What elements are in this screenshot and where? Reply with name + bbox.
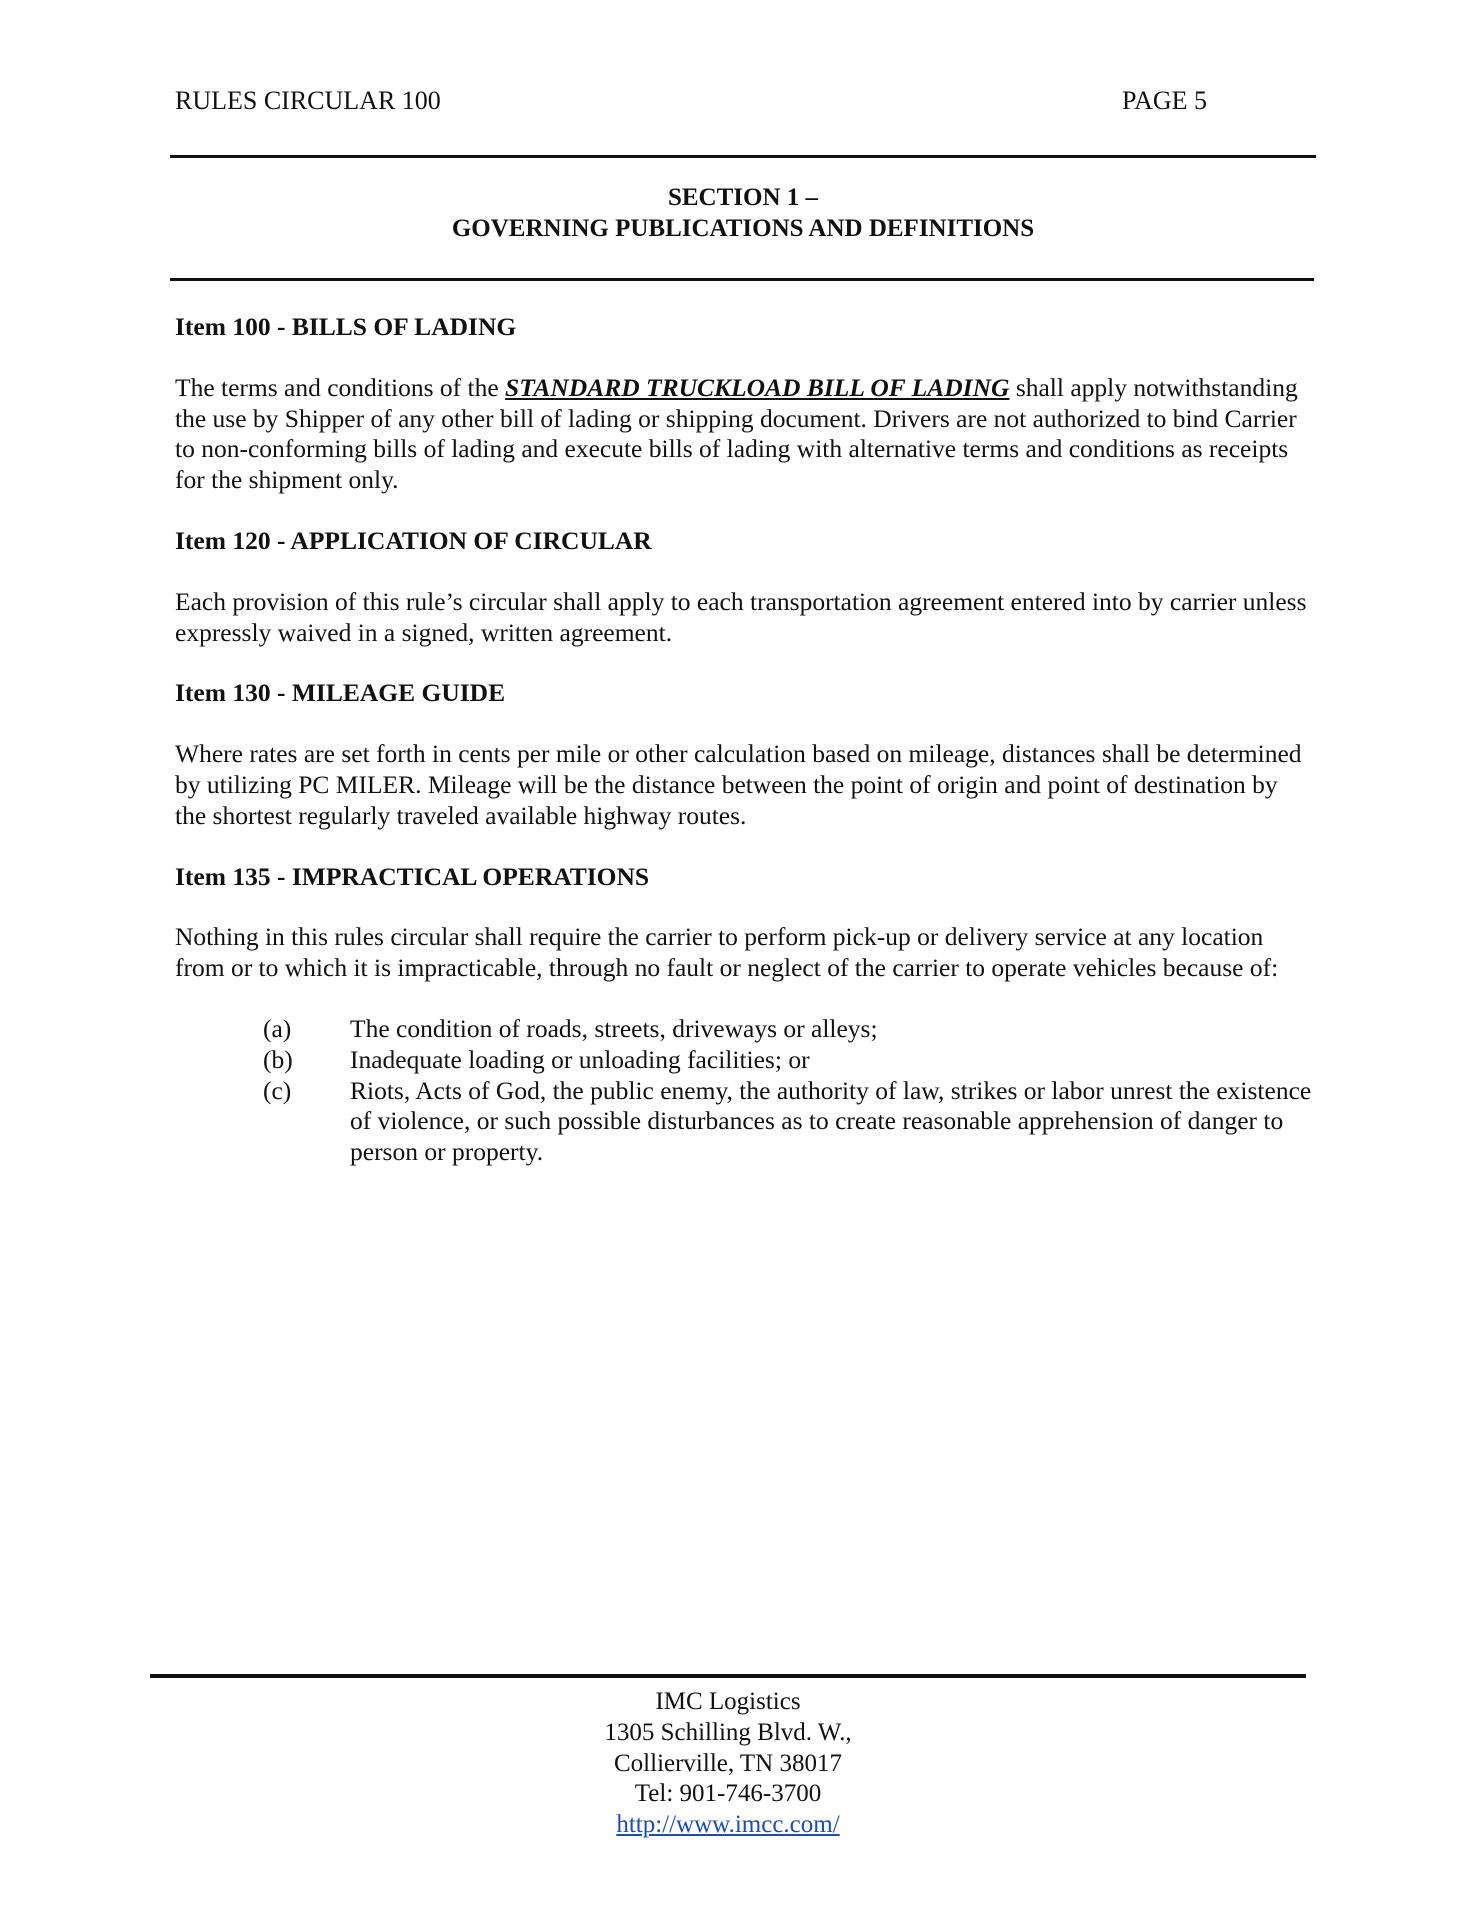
list-item-label: (b) — [263, 1044, 293, 1074]
item-135-heading: Item 135 - IMPRACTICAL OPERATIONS — [175, 861, 650, 891]
list-item-text: Riots, Acts of God, the public enemy, the authority of law, strikes or labor unrest the existence of violence, or such possible disturbances as to create reasonable apprehension of danger to person or property. — [350, 1075, 1312, 1167]
section-title-line1: SECTION 1 – — [667, 184, 819, 211]
list-item — [175, 1014, 1315, 1045]
item-120-heading: Item 120 - APPLICATION OF CIRCULAR — [175, 525, 652, 555]
list-item-label: (c) — [263, 1075, 292, 1105]
footer-phone: Tel: 901-746-3700 — [634, 1780, 822, 1808]
header-divider — [170, 155, 1316, 158]
footer-website-link[interactable]: http://www.imcc.com/ — [616, 1811, 840, 1839]
impractical-operations-list — [175, 1014, 1315, 1168]
footer — [150, 1687, 1306, 1841]
bill-of-lading-reference: STANDARD TRUCKLOAD BILL OF LADING — [505, 372, 1010, 402]
section-title-line2: GOVERNING PUBLICATIONS AND DEFINITIONS — [451, 215, 1035, 242]
document-body — [175, 312, 1315, 1168]
list-item-text: The condition of roads, streets, driveways or alleys; — [350, 1013, 878, 1043]
item-130-body: Where rates are set forth in cents per mile or other calculation based on mileage, distances shall be determined by utilizing PC MILER. Mileage will be the distance between the point of origin and point of destination by the shortest regularly traveled available highway routes. — [175, 739, 1302, 830]
item-100-heading: Item 100 - BILLS OF LADING — [175, 312, 517, 341]
section-divider — [170, 278, 1314, 281]
item-100-body-post: shall apply notwithstanding the use by Shipper of any other bill of lading or shipping document. Drivers are not authorized to bind Carrier to non-conforming bills of lading and execute bills of lading with alternative terms and conditions as receipts for the shipment only. — [175, 372, 1298, 495]
list-item — [175, 1045, 1315, 1076]
list-item-text: Inadequate loading or unloading facilities; or — [350, 1044, 810, 1074]
item-130-heading: Item 130 - MILEAGE GUIDE — [175, 678, 506, 708]
footer-address-line1: 1305 Schilling Blvd. W., — [604, 1718, 852, 1746]
item-100-body-pre: The terms and conditions of the — [175, 372, 506, 402]
list-item — [175, 1076, 1315, 1168]
list-item-label: (a) — [263, 1013, 292, 1043]
header-page-number: PAGE 5 — [1122, 86, 1208, 115]
item-120-body: Each provision of this rule’s circular shall apply to each transportation agreement entered into by carrier unless expressly waived in a signed, written agreement. — [175, 586, 1307, 647]
footer-company: IMC Logistics — [655, 1688, 801, 1715]
item-135-body: Nothing in this rules circular shall require the carrier to perform pick-up or delivery service at any location from or to which it is impracticable, through no fault or neglect of the carrier to operate vehicles because of: — [175, 922, 1279, 983]
footer-divider — [150, 1674, 1306, 1678]
footer-address-line2: Collierville, TN 38017 — [614, 1749, 842, 1777]
section-title — [170, 182, 1316, 244]
item-100-body — [175, 373, 1315, 496]
header-title: RULES CIRCULAR 100 — [175, 86, 441, 115]
